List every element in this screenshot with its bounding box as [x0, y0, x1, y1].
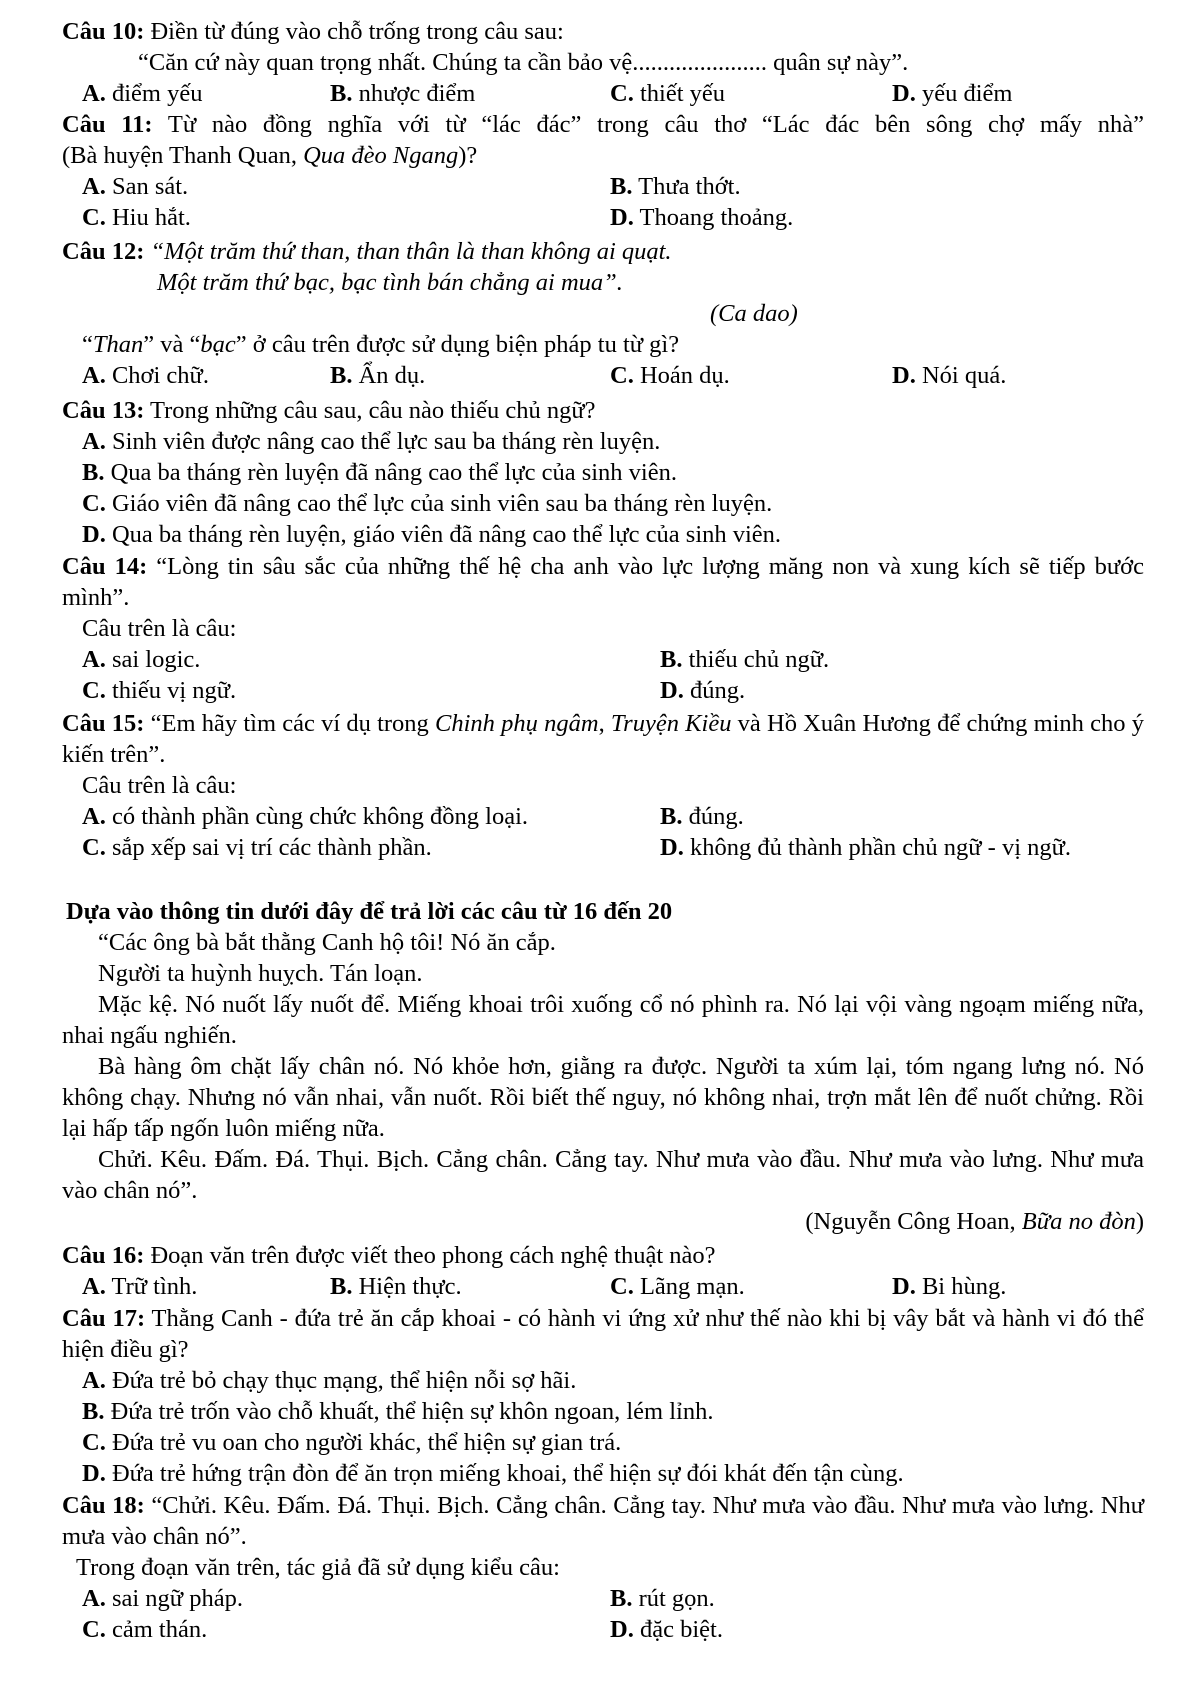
option-c[interactable]: C. cảm thán.: [82, 1616, 208, 1643]
question-11-options-row2: [62, 202, 1144, 233]
question-18-lead: Trong đoạn văn trên, tác giả đã sử dụng kiểu câu:: [76, 1554, 560, 1581]
option-b[interactable]: B. Thưa thớt.: [610, 173, 741, 200]
question-label: Câu 17:: [62, 1305, 146, 1332]
option-a[interactable]: A. Sinh viên được nâng cao thể lực sau ba tháng rèn luyện.: [82, 428, 661, 455]
option-b[interactable]: B. Qua ba tháng rèn luyện đã nâng cao thể lực của sinh viên.: [82, 459, 677, 486]
question-16-stem: Câu 16: Đoạn văn trên được viết theo phong cách nghệ thuật nào?: [62, 1242, 716, 1269]
question-14-stem: Câu 14: “Lòng tin sâu sắc của những thế hệ cha anh vào lực lượng măng non và xung kích sẽ tiếp bước mình”.: [62, 553, 1144, 611]
question-18-options-row1: [62, 1583, 1144, 1614]
question-17: [62, 1303, 1144, 1489]
question-label: Câu 11:: [62, 111, 153, 138]
question-15-stem: Câu 15: “Em hãy tìm các ví dụ trong Chinh phụ ngâm, Truyện Kiều và Hồ Xuân Hương để chứng minh cho ý kiến trên”.: [62, 710, 1144, 768]
option-a[interactable]: A. sai logic.: [82, 646, 201, 673]
question-12-poem-line-1: Câu 12: “Một trăm thứ than, than thân là than không ai quạt.: [62, 238, 672, 265]
option-b[interactable]: B. nhược điểm: [330, 80, 476, 107]
question-label: Câu 14:: [62, 553, 148, 580]
question-14: [62, 551, 1144, 706]
option-c[interactable]: C. Lãng mạn.: [610, 1273, 745, 1300]
question-12-stem: “Than” và “bạc” ở câu trên được sử dụng biện pháp tu từ gì?: [82, 331, 680, 358]
option-c[interactable]: C. thiết yếu: [610, 80, 725, 107]
passage-paragraph: “Các ông bà bắt thằng Canh hộ tôi! Nó ăn cắp.: [98, 929, 556, 956]
passage-paragraph: Bà hàng ôm chặt lấy chân nó. Nó khỏe hơn, giằng ra được. Người ta xúm lại, tóm ngang lưng nó. Nó không chạy. Nhưng nó vẫn nhai, vẫn nuốt. Rồi biết thế nguy, nó không nhai, trợn mắt lên để nuốt chửng. Rồi lại hấp tấp ngốn luôn miếng nữa.: [62, 1053, 1144, 1142]
question-15: [62, 708, 1144, 863]
question-14-lead: Câu trên là câu:: [82, 615, 237, 642]
question-10-stem: Câu 10: Điền từ đúng vào chỗ trống trong câu sau:: [62, 18, 564, 45]
question-10-quote: “Căn cứ này quan trọng nhất. Chúng ta cần bảo vệ...................... quân sự này”.: [138, 49, 909, 76]
question-11-stem: Câu 11: Từ nào đồng nghĩa với từ “lác đác” trong câu thơ “Lác đác bên sông chợ mấy nhà”: [62, 111, 1144, 138]
option-d[interactable]: D. Bi hùng.: [892, 1273, 1007, 1300]
question-10-options: [62, 78, 1144, 109]
passage-source: (Nguyễn Công Hoan, Bữa no đòn): [805, 1208, 1144, 1235]
option-c[interactable]: C. Hoán dụ.: [610, 362, 730, 389]
option-c[interactable]: C. Giáo viên đã nâng cao thể lực của sinh viên sau ba tháng rèn luyện.: [82, 490, 773, 517]
option-a[interactable]: A. San sát.: [82, 173, 189, 200]
question-label: Câu 15:: [62, 710, 145, 737]
question-14-options-row2: [62, 675, 1144, 706]
option-d[interactable]: D. đặc biệt.: [610, 1616, 723, 1643]
question-15-options-row1: [62, 801, 1144, 832]
option-b[interactable]: B. Hiện thực.: [330, 1273, 462, 1300]
question-15-options-row2: [62, 832, 1144, 863]
option-d[interactable]: D. Thoang thoảng.: [610, 204, 794, 231]
option-b[interactable]: B. thiếu chủ ngữ.: [660, 646, 830, 673]
question-17-stem: Câu 17: Thằng Canh - đứa trẻ ăn cắp khoai - có hành vi ứng xử như thế nào khi bị vây bắt và hành vi đó thể hiện điều gì?: [62, 1305, 1144, 1363]
option-b[interactable]: B. Đứa trẻ trốn vào chỗ khuất, thể hiện sự khôn ngoan, lém lỉnh.: [82, 1398, 714, 1425]
question-18-stem: Câu 18: “Chửi. Kêu. Đấm. Đá. Thụi. Bịch. Cẳng chân. Cẳng tay. Như mưa vào đầu. Như mưa vào lưng. Như mưa vào chân nó”.: [62, 1492, 1144, 1550]
question-16: [62, 1240, 1144, 1302]
question-12: [62, 236, 1144, 391]
option-d[interactable]: D. yếu điểm: [892, 80, 1013, 107]
option-a[interactable]: A. có thành phần cùng chức không đồng loại.: [82, 803, 529, 830]
option-a[interactable]: A. Trữ tình.: [82, 1273, 198, 1300]
option-a[interactable]: A. điểm yếu: [82, 80, 203, 107]
question-label: Câu 18:: [62, 1492, 145, 1519]
reading-passage: [62, 896, 1144, 1237]
option-b[interactable]: B. rút gọn.: [610, 1585, 715, 1612]
passage-paragraph: Chửi. Kêu. Đấm. Đá. Thụi. Bịch. Cẳng chân. Cẳng tay. Như mưa vào đầu. Như mưa vào lưng. Như mưa vào chân nó”.: [62, 1146, 1144, 1204]
option-a[interactable]: A. Chơi chữ.: [82, 362, 209, 389]
question-16-options: [62, 1271, 1144, 1302]
question-18-options-row2: [62, 1614, 1144, 1645]
question-11: [62, 109, 1144, 233]
option-c[interactable]: C. sắp xếp sai vị trí các thành phần.: [82, 834, 432, 861]
option-b[interactable]: B. Ẩn dụ.: [330, 362, 426, 389]
question-18: [62, 1490, 1144, 1645]
question-11-options-row1: [62, 171, 1144, 202]
question-13: [62, 395, 1144, 550]
question-13-stem: Câu 13: Trong những câu sau, câu nào thiếu chủ ngữ?: [62, 397, 596, 424]
option-a[interactable]: A. sai ngữ pháp.: [82, 1585, 243, 1612]
question-12-poem-line-2: Một trăm thứ bạc, bạc tình bán chẳng ai mua”.: [157, 269, 623, 296]
question-label: Câu 12:: [62, 238, 145, 265]
option-c[interactable]: C. thiếu vị ngữ.: [82, 677, 237, 704]
passage-paragraph: Người ta huỳnh huỵch. Tán loạn.: [98, 960, 423, 987]
blank-dots: ......................: [632, 49, 768, 76]
option-b[interactable]: B. đúng.: [660, 803, 744, 830]
question-label: Câu 16:: [62, 1242, 145, 1269]
poem-title: Qua đèo Ngang: [303, 142, 459, 169]
question-15-lead: Câu trên là câu:: [82, 772, 237, 799]
question-label: Câu 13:: [62, 397, 145, 424]
question-label: Câu 10:: [62, 18, 145, 45]
passage-paragraph: Mặc kệ. Nó nuốt lấy nuốt để. Miếng khoai trôi xuống cổ nó phình ra. Nó lại vội vàng ngoạm miếng nữa, nhai ngấu nghiến.: [62, 991, 1144, 1049]
question-11-stem-cont: (Bà huyện Thanh Quan, Qua đèo Ngang)?: [62, 142, 478, 169]
option-c[interactable]: C. Hiu hắt.: [82, 204, 191, 231]
question-10: [62, 16, 1144, 109]
option-d[interactable]: D. Đứa trẻ hứng trận đòn để ăn trọn miếng khoai, thể hiện sự đói khát đến tận cùng.: [82, 1460, 904, 1487]
option-d[interactable]: D. không đủ thành phần chủ ngữ - vị ngữ.: [660, 834, 1072, 861]
section-heading: Dựa vào thông tin dưới đây để trả lời các câu từ 16 đến 20: [66, 898, 673, 925]
question-14-options-row1: [62, 644, 1144, 675]
option-a[interactable]: A. Đứa trẻ bỏ chạy thục mạng, thể hiện nỗi sợ hãi.: [82, 1367, 577, 1394]
option-d[interactable]: D. đúng.: [660, 677, 746, 704]
question-12-source: (Ca dao): [710, 300, 798, 327]
option-c[interactable]: C. Đứa trẻ vu oan cho người khác, thể hiện sự gian trá.: [82, 1429, 622, 1456]
question-12-options: [62, 360, 1144, 391]
option-d[interactable]: D. Nói quá.: [892, 362, 1007, 389]
option-d[interactable]: D. Qua ba tháng rèn luyện, giáo viên đã nâng cao thể lực của sinh viên.: [82, 521, 782, 548]
